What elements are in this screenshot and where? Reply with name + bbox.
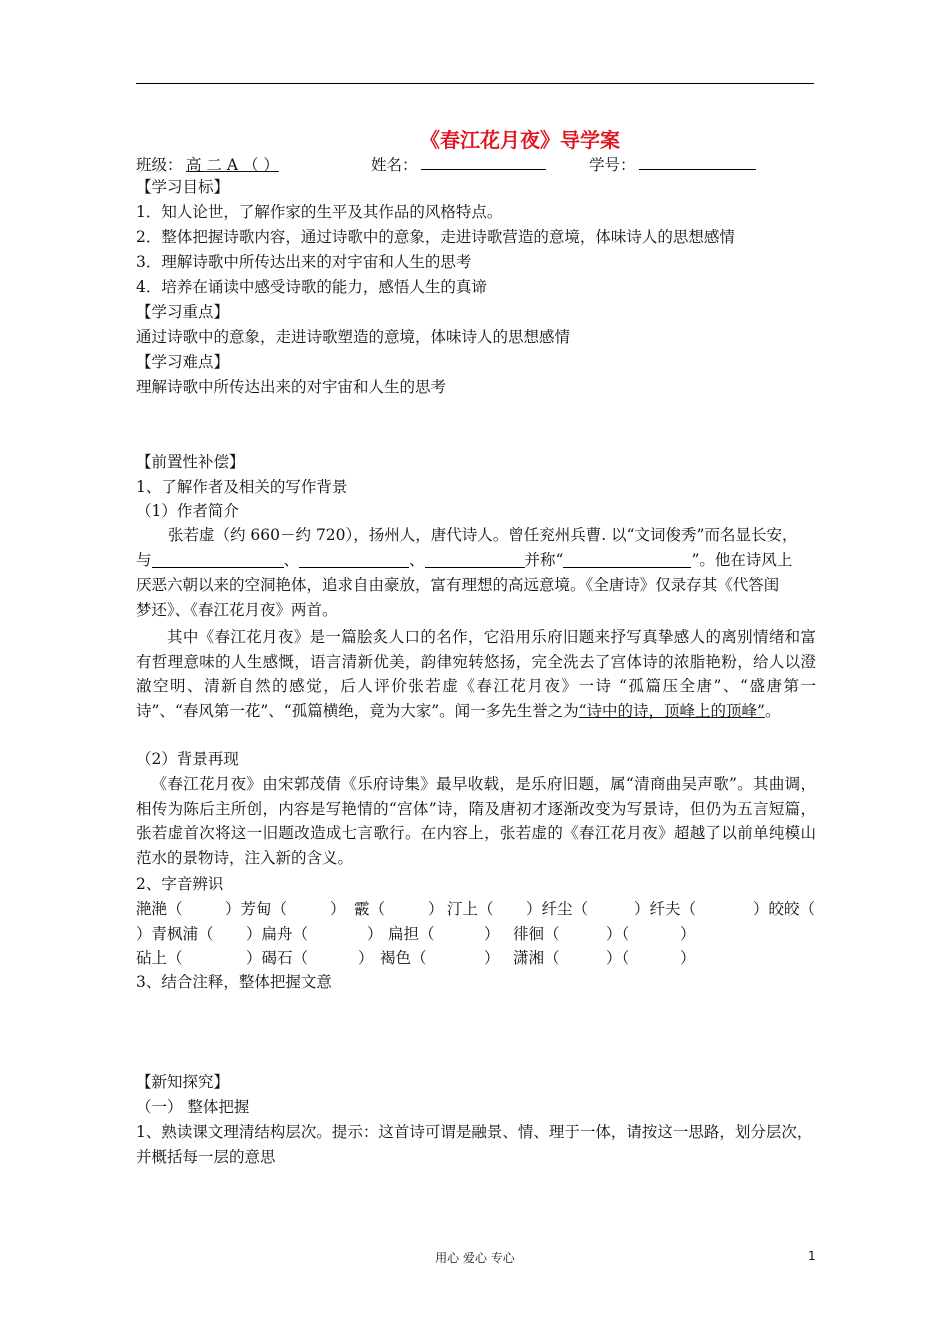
- goal-item: 4．培养在诵读中感受诗歌的能力，感悟人生的真谛: [136, 278, 487, 296]
- pron-item: ）: [484, 949, 500, 967]
- pron-item: 霰（: [354, 900, 386, 918]
- pron-item: ）: [680, 949, 696, 967]
- pron-item: ）（: [606, 925, 630, 943]
- text-with: 与: [136, 551, 152, 569]
- overall-meaning-heading: 3、结合注释，整体把握文意: [136, 973, 332, 991]
- blank-poet-3[interactable]: [425, 551, 525, 568]
- pron-item: 扁担（: [388, 925, 435, 943]
- wen-yiduo-quote: “诗中的诗，顶峰上的顶峰”: [578, 701, 765, 720]
- pron-item: ）碣石（: [246, 949, 309, 967]
- pron-item: ）皎皎（: [753, 900, 816, 918]
- blank-poet-2[interactable]: [299, 551, 409, 568]
- blank-poet-1[interactable]: [152, 551, 284, 568]
- pron-item: ）纤夫（: [634, 900, 697, 918]
- goal-item: 2．整体把握诗歌内容，通过诗歌中的意象，走进诗歌营造的意境，体味诗人的思想感情: [136, 228, 735, 246]
- pron-item: ）: [367, 925, 383, 943]
- class-value[interactable]: 高 二 A （ ）: [186, 156, 279, 174]
- pron-item: 汀上（: [447, 900, 494, 918]
- blank-group-name[interactable]: [563, 551, 691, 568]
- background-para: 《春江花月夜》由宋郭茂倩《乐府诗集》最早收载，是乐府旧题，属“清商曲吴声歌”。其曲调，相传为陈后主所创，内容是写艳情的“宫体”诗，隋及唐初才逐渐改变为写景诗，但仍为五言短篇，张若虚首次将这一旧题改造成七言歌行。在内容上，张若虚的《春江花月夜》超越了以前单纯模山范水的景物诗，注入新的含义。: [136, 775, 816, 867]
- pron-item: 滟滟（: [136, 900, 183, 918]
- pron-item: ）: [358, 949, 374, 967]
- pron-item: ）芳甸（: [225, 900, 288, 918]
- pron-item: ）扁舟（: [246, 925, 309, 943]
- footer-motto: 用心 爱心 专心: [435, 1251, 515, 1265]
- document-title: 《春江花月夜》导学案: [420, 128, 620, 152]
- name-label: 姓名：: [371, 156, 418, 174]
- class-label: 班级：: [136, 156, 183, 174]
- pron-item: 褐色（: [380, 949, 427, 967]
- overall-grasp-heading: （一） 整体把握: [136, 1098, 250, 1116]
- pron-item: 徘徊（: [513, 925, 560, 943]
- author-intro-heading: （1）作者简介: [136, 502, 239, 520]
- pron-item: ）青枫浦（: [136, 925, 214, 943]
- goals-heading: 【学习目标】: [136, 178, 230, 196]
- author-para-line4: 梦还》、《春江花月夜》两首。: [136, 601, 338, 619]
- author-para-2-text: 其中《春江花月夜》是一篇脍炙人口的名作，它沿用乐府旧题来抒写真挚感人的离别情绪和富有哲理意味的人生感慨，语言清新优美，韵律宛转悠扬，完全洗去了宫体诗的浓脂艳粉，给人以澄澈空明、清新自然的感觉，后人评价张若虚《春江花月夜》一诗 “孤篇压全唐”、“盛唐第一诗”、“春风第一花”、“孤篇横绝，竟为大家”。闻一多先生誉之为: [136, 628, 816, 720]
- difficulty-text: 理解诗歌中所传达出来的对宇宙和人生的思考: [136, 378, 447, 396]
- new-knowledge-heading: 【新知探究】: [136, 1073, 230, 1091]
- goal-item: 1．知人论世，了解作家的生平及其作品的风格特点。: [136, 203, 503, 221]
- focus-text: 通过诗歌中的意象，走进诗歌塑造的意境，体味诗人的思想感情: [136, 328, 571, 346]
- author-para-line1: 张若虚（约 660－约 720），扬州人，唐代诗人。曾任兖州兵曹. 以“文词俊秀”而名显长安，: [168, 526, 798, 544]
- separator: 、: [283, 551, 300, 569]
- pron-item: ）纤尘（: [526, 900, 589, 918]
- pron-item: ）: [484, 925, 500, 943]
- text-end: ”。他在诗风上: [691, 551, 793, 569]
- background-heading: （2）背景再现: [136, 750, 239, 768]
- pron-item: 砧上（: [136, 949, 183, 967]
- difficulty-heading: 【学习难点】: [136, 353, 230, 371]
- page-number: 1: [808, 1249, 816, 1263]
- question-1-line1: 1、熟读课文理清结构层次。提示：这首诗可谓是融景、情、理于一体，请按这一思路，划分层次，: [136, 1123, 813, 1141]
- pron-item: ）: [428, 900, 444, 918]
- pron-item: ）（: [606, 949, 630, 967]
- period: 。: [764, 701, 781, 720]
- student-id-field[interactable]: [639, 153, 756, 171]
- top-rule: [136, 83, 814, 84]
- preview-sub1: 1、了解作者及相关的写作背景: [136, 478, 348, 496]
- goal-item: 3．理解诗歌中所传达出来的对宇宙和人生的思考: [136, 253, 472, 271]
- preview-heading: 【前置性补偿】: [136, 453, 245, 471]
- separator: 、: [409, 551, 425, 569]
- author-para-2: [136, 625, 816, 723]
- name-field[interactable]: [421, 153, 546, 171]
- text-called: 并称“: [524, 551, 564, 569]
- pron-item: 潇湘（: [513, 949, 560, 967]
- student-id-label: 学号：: [589, 156, 636, 174]
- author-para-line3: 厌恶六朝以来的空洞艳体，追求自由豪放，富有理想的高远意境。《全唐诗》仅录存其《代答闺: [136, 576, 780, 594]
- author-fill-line: [136, 549, 816, 571]
- pron-item: ）: [680, 925, 696, 943]
- pron-item: ）: [330, 900, 346, 918]
- question-1-line2: 并概括每一层的意思: [136, 1148, 276, 1166]
- focus-heading: 【学习重点】: [136, 303, 230, 321]
- pronunciation-heading: 2、字音辨识: [136, 875, 224, 893]
